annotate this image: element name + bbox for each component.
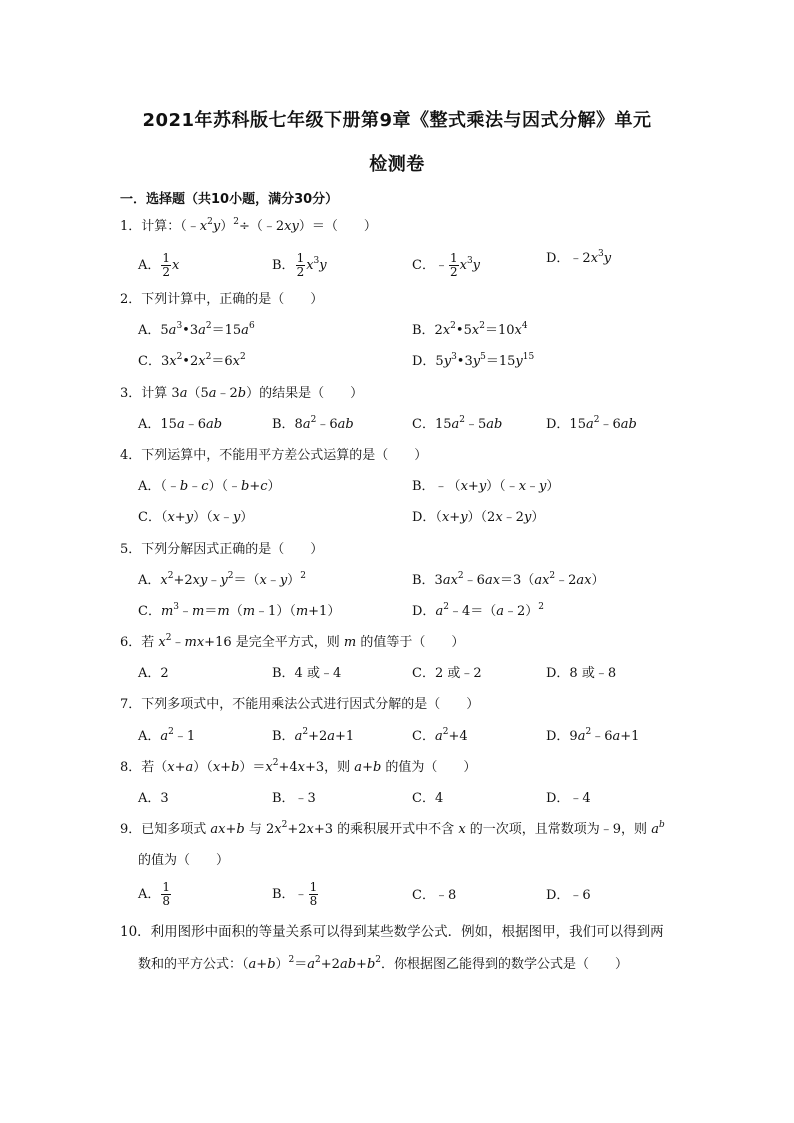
question-3-option-b: B．$8a^2﹣6ab$ — [272, 415, 354, 432]
question-8-stem: 8．若$(x+a)(x+b)=x^2+4x+3$，则 a+b 的值为（ ） — [120, 758, 477, 775]
question-3-option-a: A．15a﹣6ab — [138, 417, 223, 432]
question-8-option-a: A．3 — [138, 791, 169, 806]
question-5-option-d: D．$a^2﹣4=(a﹣2)^2$ — [412, 602, 544, 619]
question-3-option-d: D．$15a^2﹣6ab$ — [546, 415, 637, 432]
question-4-option-c: C．（x+y）（x﹣y） — [138, 510, 254, 525]
question-4-option-b: B．﹣（x+y）（﹣x﹣y） — [412, 479, 560, 494]
question-2-option-a: A．$5a^3•3a^2=15a^6$ — [138, 321, 255, 338]
question-3-option-c: C．$15a^2﹣5ab$ — [412, 415, 503, 432]
question-1-option-b: B． $\frac{1}{2}$ $x^3y$ — [272, 251, 327, 279]
exam-title: 2021年苏科版七年级下册第9章《整式乘法与因式分解》单元 — [142, 110, 652, 131]
question-6-stem: 6．若 $x^2﹣mx+16$ 是完全平方式，则 m 的值等于（ ） — [120, 633, 465, 650]
question-7-option-c: C．$a^2+4$ — [412, 727, 468, 744]
question-9-option-b: B．﹣ $\frac{1}{8}$ — [272, 880, 318, 908]
question-1-option-c: C．﹣ $\frac{1}{2}$ $x^3y$ — [412, 251, 481, 279]
question-5-option-b: B．$3ax^2﹣6ax=3(ax^2﹣2ax)$ — [412, 571, 605, 588]
question-5-option-c: C．$m^3﹣m=m(m﹣1)(m+1)$ — [138, 602, 341, 619]
question-10-stem: 10．利用图形中面积的等量关系可以得到某些数学公式．例如，根据图甲，我们可以得到两 — [120, 924, 664, 940]
question-8-option-d: D．﹣4 — [546, 791, 591, 806]
question-9-option-c: C．﹣8 — [412, 888, 457, 903]
question-6-option-c: C．2 或﹣2 — [412, 666, 482, 681]
question-1-option-d: D．$﹣2x^3y$ — [546, 249, 612, 266]
question-1-option-a: A． $\frac{1}{2}$ x — [138, 251, 180, 279]
question-9-option-d: D．﹣6 — [546, 888, 591, 903]
question-9-option-a: A． $\frac{1}{8}$ — [138, 880, 171, 908]
question-3-stem: 3．计算 3a（5a﹣2b）的结果是（ ） — [120, 386, 364, 401]
question-8-option-c: C．4 — [412, 791, 444, 806]
question-7-option-a: A．$a^2﹣1$ — [138, 727, 196, 744]
question-6-option-b: B．4 或﹣4 — [272, 666, 342, 681]
question-6-option-d: D．8 或﹣8 — [546, 666, 617, 681]
question-4-option-d: D．（x+y）（2x﹣2y） — [412, 510, 545, 525]
question-9-stem-continued: 的值为（ ） — [138, 853, 230, 868]
question-7-stem: 7．下列多项式中，不能用乘法公式进行因式分解的是（ ） — [120, 697, 480, 712]
question-4-option-a: A．（﹣b﹣c）（﹣b+c） — [138, 479, 281, 494]
question-5-stem: 5．下列分解因式正确的是（ ） — [120, 542, 324, 557]
question-9-stem: 9．已知多项式 ax+b 与 $2x^2+2x+3$ 的乘积展开式中不含 x 的一次项，且常数项为﹣9，则 $a^b$ — [120, 820, 665, 837]
question-2-option-c: C．$3x^2•2x^2=6x^2$ — [138, 352, 246, 369]
section-heading: 一．选择题（共10小题，满分30分） — [120, 192, 339, 207]
question-6-option-a: A．2 — [138, 666, 169, 681]
question-2-stem: 2．下列计算中，正确的是（ ） — [120, 292, 324, 307]
question-1-stem: 1．计算：$(﹣x^2y)^2\div(﹣2xy)=$（ ） — [120, 217, 377, 234]
question-10-stem-continued: 数和的平方公式：$(a+b)^2=a^2+2ab+b^2$．你根据图乙能得到的数学公式是（ ） — [138, 955, 629, 972]
question-2-option-b: B．$2x^2•5x^2=10x^4$ — [412, 321, 528, 338]
question-8-option-b: B．﹣3 — [272, 791, 316, 806]
question-2-option-d: D．$5y^3•3y^5=15y^{15}$ — [412, 352, 535, 369]
question-5-option-a: A．$x^2+2xy﹣y^2=(x﹣y)^2$ — [138, 571, 306, 588]
question-7-option-b: B．$a^2+2a+1$ — [272, 727, 355, 744]
question-4-stem: 4．下列运算中，不能用平方差公式运算的是（ ） — [120, 448, 428, 463]
question-7-option-d: D．$9a^2﹣6a+1$ — [546, 727, 640, 744]
exam-title-line2: 检测卷 — [369, 154, 425, 175]
